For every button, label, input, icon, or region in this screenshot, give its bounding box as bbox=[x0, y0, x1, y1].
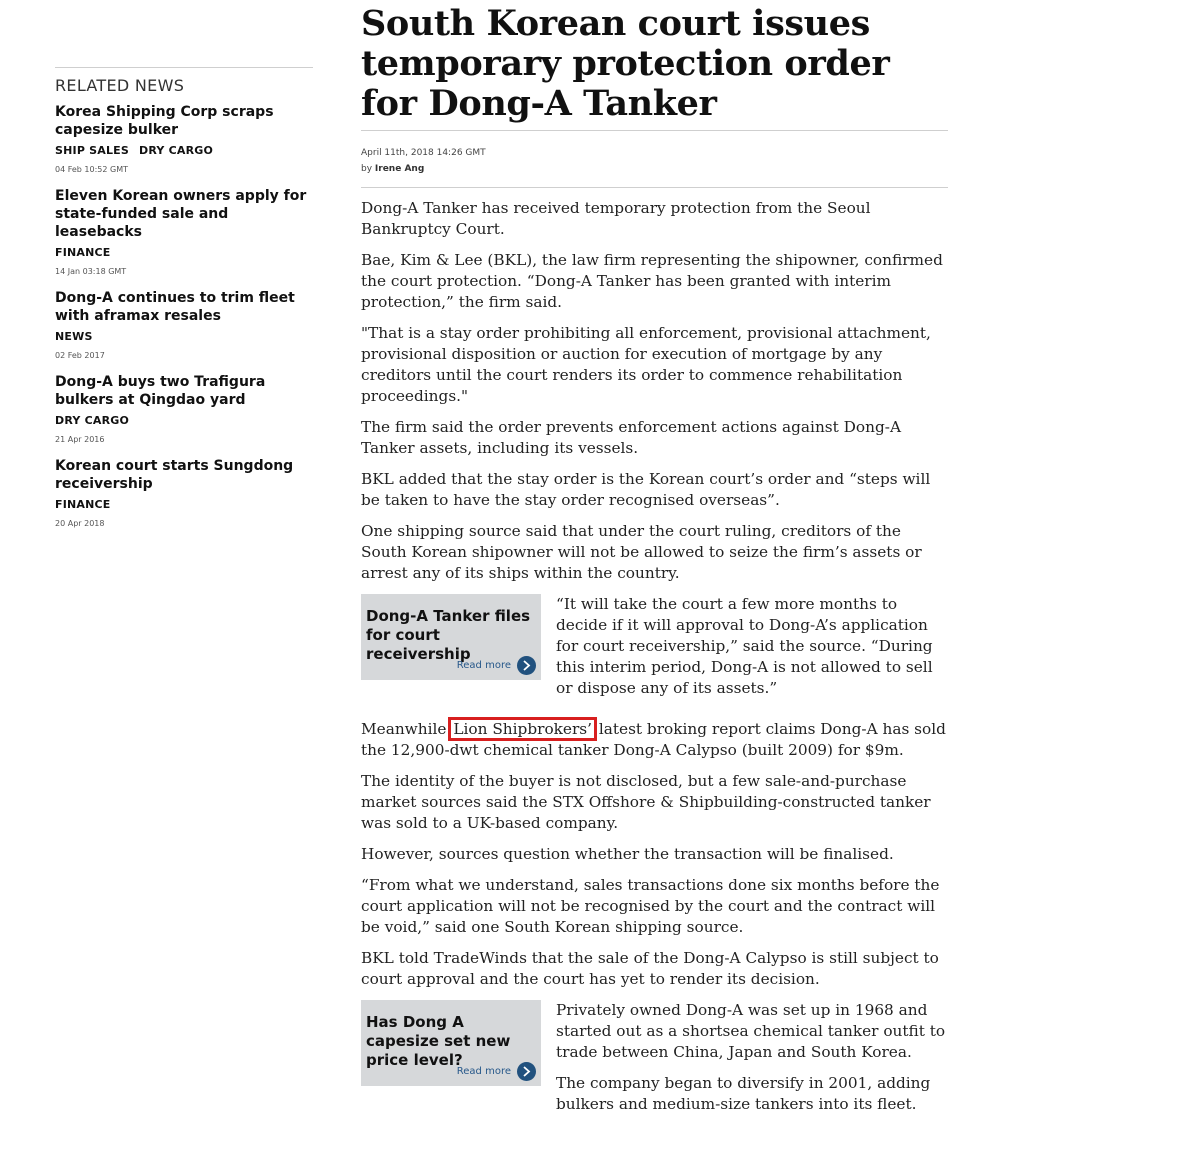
sidebar-divider bbox=[55, 67, 313, 68]
related-item-date: 02 Feb 2017 bbox=[55, 351, 105, 360]
article-byline bbox=[361, 161, 948, 177]
article-paragraph: The company began to diversify in 2001, adding bulkers and medium-size tankers into its fleet. bbox=[556, 1074, 931, 1113]
related-item-date: 20 Apr 2018 bbox=[55, 519, 105, 528]
related-tag-link[interactable]: NEWS bbox=[55, 330, 93, 343]
related-item-title[interactable]: Dong-A continues to trim fleet with aframax resales bbox=[55, 290, 295, 324]
article-paragraph: However, sources question whether the transaction will be finalised. bbox=[361, 845, 894, 863]
article-meta bbox=[361, 131, 948, 187]
promo-row bbox=[361, 594, 948, 709]
article-headline: South Korean court issues temporary protection order for Dong-A Tanker bbox=[361, 3, 890, 124]
promo-card[interactable] bbox=[361, 1000, 541, 1086]
related-news-sidebar bbox=[55, 67, 313, 541]
related-item-tags bbox=[55, 496, 313, 512]
related-tag-link[interactable]: FINANCE bbox=[55, 498, 111, 511]
related-tag-link[interactable]: DRY CARGO bbox=[139, 144, 214, 157]
promo-row bbox=[361, 1000, 948, 1125]
read-more-link[interactable] bbox=[457, 1062, 536, 1081]
byline-prefix: by bbox=[361, 164, 375, 174]
article-paragraph: Privately owned Dong-A was set up in 1968 and started out as a shortsea chemical tanker outfit to trade between China, Japan and South Korea. bbox=[556, 1001, 946, 1061]
promo-card[interactable] bbox=[361, 594, 541, 680]
related-item-title[interactable]: Korea Shipping Corp scraps capesize bulker bbox=[55, 104, 274, 138]
article-paragraph: Bae, Kim & Lee (BKL), the law firm representing the shipowner, confirmed the court protection. “Dong-A Tanker has been granted with interim protection,” the firm said. bbox=[361, 251, 943, 311]
read-more-label: Read more bbox=[456, 660, 511, 671]
chevron-right-icon bbox=[517, 1062, 536, 1081]
related-item-title[interactable]: Dong-A buys two Trafigura bulkers at Qingdao yard bbox=[55, 374, 266, 408]
promo-side-text bbox=[556, 594, 948, 709]
related-news-heading: RELATED NEWS bbox=[55, 76, 185, 95]
promo-title: Dong-A Tanker files for court receivership bbox=[366, 607, 531, 663]
article-paragraph: BKL told TradeWinds that the sale of the Dong-A Calypso is still subject to court approval and the court has yet to render its decision. bbox=[361, 949, 939, 988]
article-paragraph: The firm said the order prevents enforcement actions against Dong-A Tanker assets, including its vessels. bbox=[361, 418, 901, 457]
related-item bbox=[55, 103, 313, 174]
related-item-tags bbox=[55, 142, 313, 158]
author-link[interactable]: Irene Ang bbox=[374, 164, 425, 174]
article-paragraph-with-link bbox=[361, 719, 948, 761]
related-tag-link[interactable]: SHIP SALES bbox=[55, 144, 129, 157]
article-paragraph: “From what we understand, sales transactions done six months before the court application will not be recognised by the court and the contract will be void,” said one South Korean shipping source. bbox=[361, 876, 940, 936]
article-paragraph: “It will take the court a few more months to decide if it will approval to Dong-A’s application for court receivership,” said the source. “During this interim period, Dong-A is not allowed to sell or dispose any of its assets.” bbox=[556, 595, 933, 697]
article-paragraph: The identity of the buyer is not disclosed, but a few sale-and-purchase market sources said the STX Offshore & Shipbuilding-constructed tanker was sold to a UK-based company. bbox=[361, 772, 931, 832]
related-item bbox=[55, 457, 313, 528]
related-item-title[interactable]: Eleven Korean owners apply for state-funded sale and leasebacks bbox=[55, 188, 307, 240]
related-item-date: 14 Jan 03:18 GMT bbox=[55, 267, 127, 276]
article-body bbox=[361, 188, 948, 1125]
text-after-link: latest broking report claims Dong-A has sold the 12,900-dwt chemical tanker Dong-A Calypso (built 2009) for $9m. bbox=[361, 720, 946, 759]
related-item-date: 04 Feb 10:52 GMT bbox=[55, 165, 129, 174]
related-item-date: 21 Apr 2016 bbox=[55, 435, 105, 444]
article-paragraph: "That is a stay order prohibiting all enforcement, provisional attachment, provisional disposition or auction for execution of mortgage by any creditors until the court renders its order to commence rehabilitation proceedings." bbox=[361, 324, 931, 405]
lion-shipbrokers-link[interactable]: Lion Shipbrokers’ bbox=[453, 720, 592, 738]
related-item bbox=[55, 373, 313, 444]
promo-side-text bbox=[556, 1000, 948, 1125]
article-date: April 11th, 2018 14:26 GMT bbox=[361, 148, 486, 158]
read-more-link[interactable] bbox=[457, 656, 536, 675]
related-tag-link[interactable]: DRY CARGO bbox=[55, 414, 130, 427]
article-paragraph: BKL added that the stay order is the Korean court’s order and “steps will be taken to have the stay order recognised overseas”. bbox=[361, 470, 931, 509]
related-item bbox=[55, 187, 313, 276]
related-tag-link[interactable]: FINANCE bbox=[55, 246, 111, 259]
related-item-tags bbox=[55, 328, 313, 344]
chevron-right-icon bbox=[517, 656, 536, 675]
related-item-title[interactable]: Korean court starts Sungdong receivership bbox=[55, 458, 294, 492]
article-paragraph: One shipping source said that under the court ruling, creditors of the South Korean shipowner will not be allowed to seize the firm’s assets or arrest any of its ships within the country. bbox=[361, 522, 922, 582]
article bbox=[361, 2, 948, 1113]
text-before-link: Meanwhile bbox=[361, 720, 452, 738]
related-item-tags bbox=[55, 412, 313, 428]
related-item-tags bbox=[55, 244, 313, 260]
read-more-label: Read more bbox=[456, 1066, 511, 1077]
related-item bbox=[55, 289, 313, 360]
article-paragraph: Dong-A Tanker has received temporary protection from the Seoul Bankruptcy Court. bbox=[361, 199, 871, 238]
promo-title: Has Dong A capesize set new price level? bbox=[366, 1013, 511, 1069]
